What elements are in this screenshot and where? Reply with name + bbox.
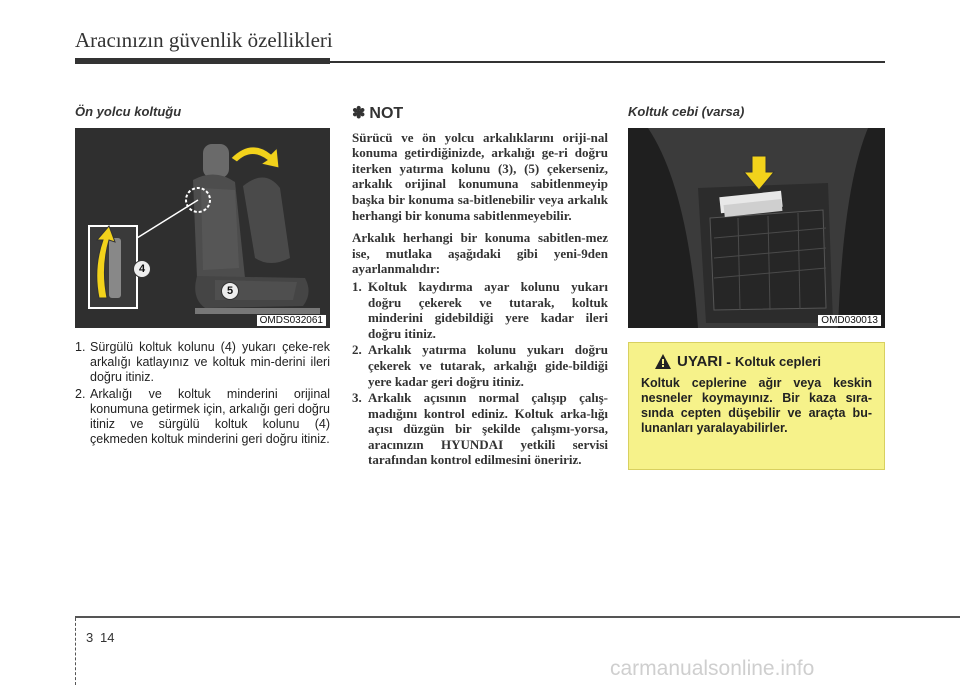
item-number: 1. bbox=[75, 340, 86, 354]
warning-title bbox=[655, 353, 872, 370]
note-list-item bbox=[352, 279, 608, 341]
list-item bbox=[75, 387, 330, 447]
header-rule-thin bbox=[330, 61, 885, 63]
warning-body: Koltuk ceplerine ağır veya keskin nesneler koymayınız. Bir kaza sıra-sında cepten düşebilir ve araçta bu-lunanları yaralayabilirler. bbox=[641, 376, 872, 435]
warning-subtitle: Koltuk cepleri bbox=[734, 354, 821, 369]
footer-divider bbox=[75, 618, 76, 685]
item-number: 1. bbox=[352, 278, 362, 294]
item-text: Sürgülü koltuk kolunu (4) yukarı çeke-rek arkalığı katlayınız ve koltuk min-derini ileri doğru itiniz. bbox=[90, 340, 330, 384]
note-list-item bbox=[352, 342, 608, 389]
note-section bbox=[352, 106, 608, 469]
note-paragraph: Arkalık herhangi bir konuma sabitlen-mez ise, mutlaka aşağıdaki gibi yeni-9den ayarlanmalıdır: bbox=[352, 230, 608, 277]
note-paragraph: Sürücü ve ön yolcu arkalıklarını oriji-nal konuma getirdiğinizde, arkalığı ge-ri doğru iterken yatırma kolunu (3), (5) çekerseniz, arkalık orijinal konumuna sabitlenmeyip başka bir konuma sa-bitlenebilir veya arkalık herhangi bir konuma sabitlenmeyebilir. bbox=[352, 129, 608, 223]
header-rule-thick bbox=[75, 58, 330, 64]
note-heading-text: NOT bbox=[369, 105, 404, 122]
watermark: carmanualsonline.info bbox=[610, 657, 815, 680]
warning-triangle-icon bbox=[655, 354, 671, 369]
seat-instructions-list bbox=[75, 340, 330, 449]
item-text: Arkalık yatırma kolunu yukarı doğru çekerek ve tutarak, arkalığı gide-bildiği yere kadar geri doğru itiniz. bbox=[368, 342, 608, 389]
section-number: 3 bbox=[86, 630, 94, 645]
seat-photo-code: OMDS032061 bbox=[257, 315, 326, 326]
item-text: Koltuk kaydırma ayar kolunu yukarı doğru çekerek ve tutarak, koltuk minderini gidebildiği yere kadar ileri doğru itiniz. bbox=[368, 278, 608, 341]
item-number: 2. bbox=[352, 342, 362, 358]
seat-photo bbox=[75, 128, 330, 328]
warning-label: UYARI bbox=[677, 353, 723, 370]
seat-pocket-photo bbox=[628, 128, 885, 328]
seat-illustration bbox=[75, 128, 330, 328]
item-number: 2. bbox=[75, 387, 86, 401]
front-passenger-seat-heading: Ön yolcu koltuğu bbox=[75, 104, 182, 119]
seat-pocket-photo-code: OMD030013 bbox=[818, 315, 881, 326]
warning-dash: - bbox=[726, 353, 731, 370]
seat-pocket-illustration bbox=[628, 128, 885, 328]
list-item bbox=[75, 340, 330, 385]
seat-pocket-heading: Koltuk cebi (varsa) bbox=[628, 104, 745, 119]
item-text: Arkalık açısının normal çalışıp çalış-madığını kontrol ediniz. Koltuk arka-lığı açısı düzgün bir şekilde çalışmı-yorsa, aracınızın HYUNDAI yetkili servisi tarafından kontrol edilmesini öneririz. bbox=[368, 390, 608, 468]
page-number: 14 bbox=[100, 630, 115, 645]
item-text: Arkalığı ve koltuk minderini orijinal konumuna getirmek için, arkalığı geri doğru itiniz ve sürgülü koltuk kolunu (4) çekmeden koltuk minderini geri doğru itiniz. bbox=[90, 387, 330, 446]
note-star-icon: ✽ bbox=[352, 105, 366, 122]
note-heading bbox=[352, 106, 608, 122]
callout-4: 4 bbox=[133, 260, 151, 278]
footer-rule bbox=[75, 616, 960, 618]
item-number: 3. bbox=[352, 390, 362, 406]
note-list-item bbox=[352, 390, 608, 468]
warning-box bbox=[628, 342, 885, 470]
header-title: Aracınızın güvenlik özellikleri bbox=[75, 28, 333, 52]
callout-5: 5 bbox=[221, 282, 239, 300]
